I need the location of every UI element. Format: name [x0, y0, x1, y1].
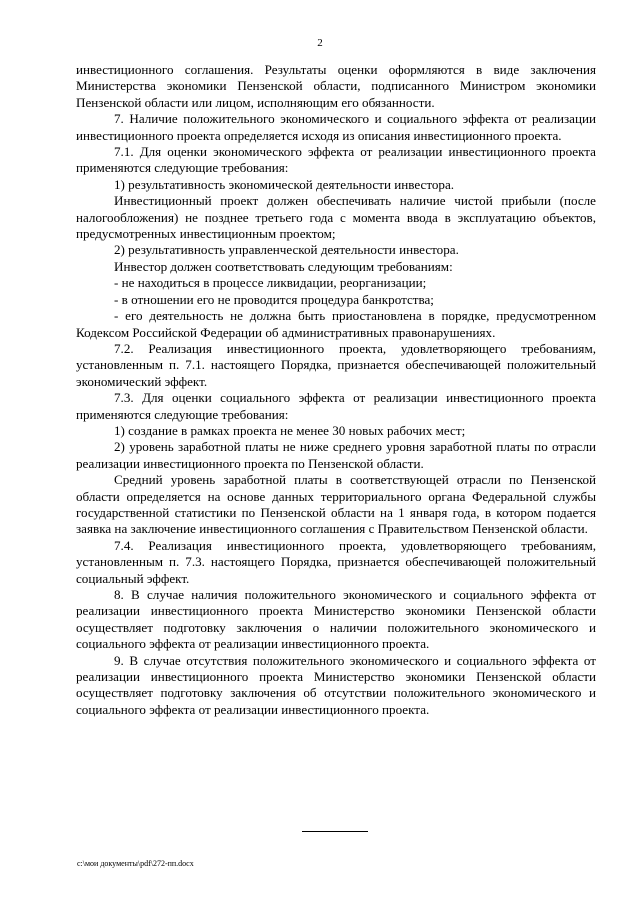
footer-file-path: c:\мои документы\pdf\272-пп.docx	[77, 859, 194, 868]
list-item-no-bankruptcy: - в отношении его не проводится процедура банкротства;	[114, 291, 434, 307]
paragraph-clause-8: 8. В случае наличия положительного экономического и социального эффекта от реализации инвестиционного проекта Министерство экономики Пензенской области осуществляет подготовку заключения о наличии положительного экономического и социального эффекта от реализации инвестиционного проекта.	[76, 587, 596, 652]
paragraph-clause-7: 7. Наличие положительного экономического и социального эффекта от реализации инвестиционного проекта определяется исходя из описания инвестиционного проекта.	[76, 111, 596, 143]
paragraph-net-profit: Инвестиционный проект должен обеспечивать наличие чистой прибыли (после налогообложения) не позднее третьего года с момента ввода в эксплуатацию объектов, предусмотренных инвестиционным проектом;	[76, 193, 596, 242]
list-item-no-liquidation: - не находиться в процессе ликвидации, реорганизации;	[114, 275, 427, 291]
list-item-not-suspended: - его деятельность не должна быть приостановлена в порядке, предусмотренном Кодексом Российской Федерации об административных правонарушениях.	[76, 308, 596, 340]
closing-divider	[302, 831, 368, 832]
paragraph-item-social-1: 1) создание в рамках проекта не менее 30 новых рабочих мест;	[114, 422, 466, 438]
paragraph-clause-7-3: 7.3. Для оценки социального эффекта от реализации инвестиционного проекта применяются следующие требования:	[76, 390, 596, 422]
paragraph-item-economic-2: 2) результативность управленческой деятельности инвестора.	[114, 242, 459, 258]
paragraph-clause-7-4: 7.4. Реализация инвестиционного проекта, удовлетворяющего требованиям, установленным п. 7.3. настоящего Порядка, признается обеспечивающей положительный социальный эффект.	[76, 537, 596, 586]
document-body	[76, 62, 596, 718]
paragraph-item-social-2: 2) уровень заработной платы не ниже среднего уровня заработной платы по отрасли реализации инвестиционного проекта по Пензенской области.	[76, 439, 596, 471]
paragraph-continuation: инвестиционного соглашения. Результаты оценки оформляются в виде заключения Министерства экономики Пензенской области, подписанного Министром экономики Пензенской области или лицом, исполняющим его обязанности.	[76, 62, 596, 110]
paragraph-investor-requirements: Инвестор должен соответствовать следующим требованиям:	[114, 258, 453, 274]
paragraph-average-wage: Средний уровень заработной платы в соответствующей отрасли по Пензенской области определяется на основе данных территориального органа Федеральной службы государственной статистики по Пензенской области на 1 января года, в котором подается заявка на заключение инвестиционного соглашения с Правительством Пензенской области.	[76, 472, 596, 537]
paragraph-clause-7-1: 7.1. Для оценки экономического эффекта от реализации инвестиционного проекта применяются следующие требования:	[76, 144, 596, 176]
paragraph-item-economic-1: 1) результативность экономической деятельности инвестора.	[114, 176, 455, 192]
page-number: 2	[317, 37, 323, 49]
paragraph-clause-7-2: 7.2. Реализация инвестиционного проекта, удовлетворяющего требованиям, установленным п. 7.1. настоящего Порядка, признается обеспечивающей положительный экономический эффект.	[76, 340, 596, 389]
paragraph-clause-9: 9. В случае отсутствия положительного экономического и социального эффекта от реализации инвестиционного проекта Министерство экономики Пензенской области осуществляет подготовку заключения об отсутствии положительного экономического и социального эффекта от реализации инвестиционного проекта.	[76, 652, 596, 717]
